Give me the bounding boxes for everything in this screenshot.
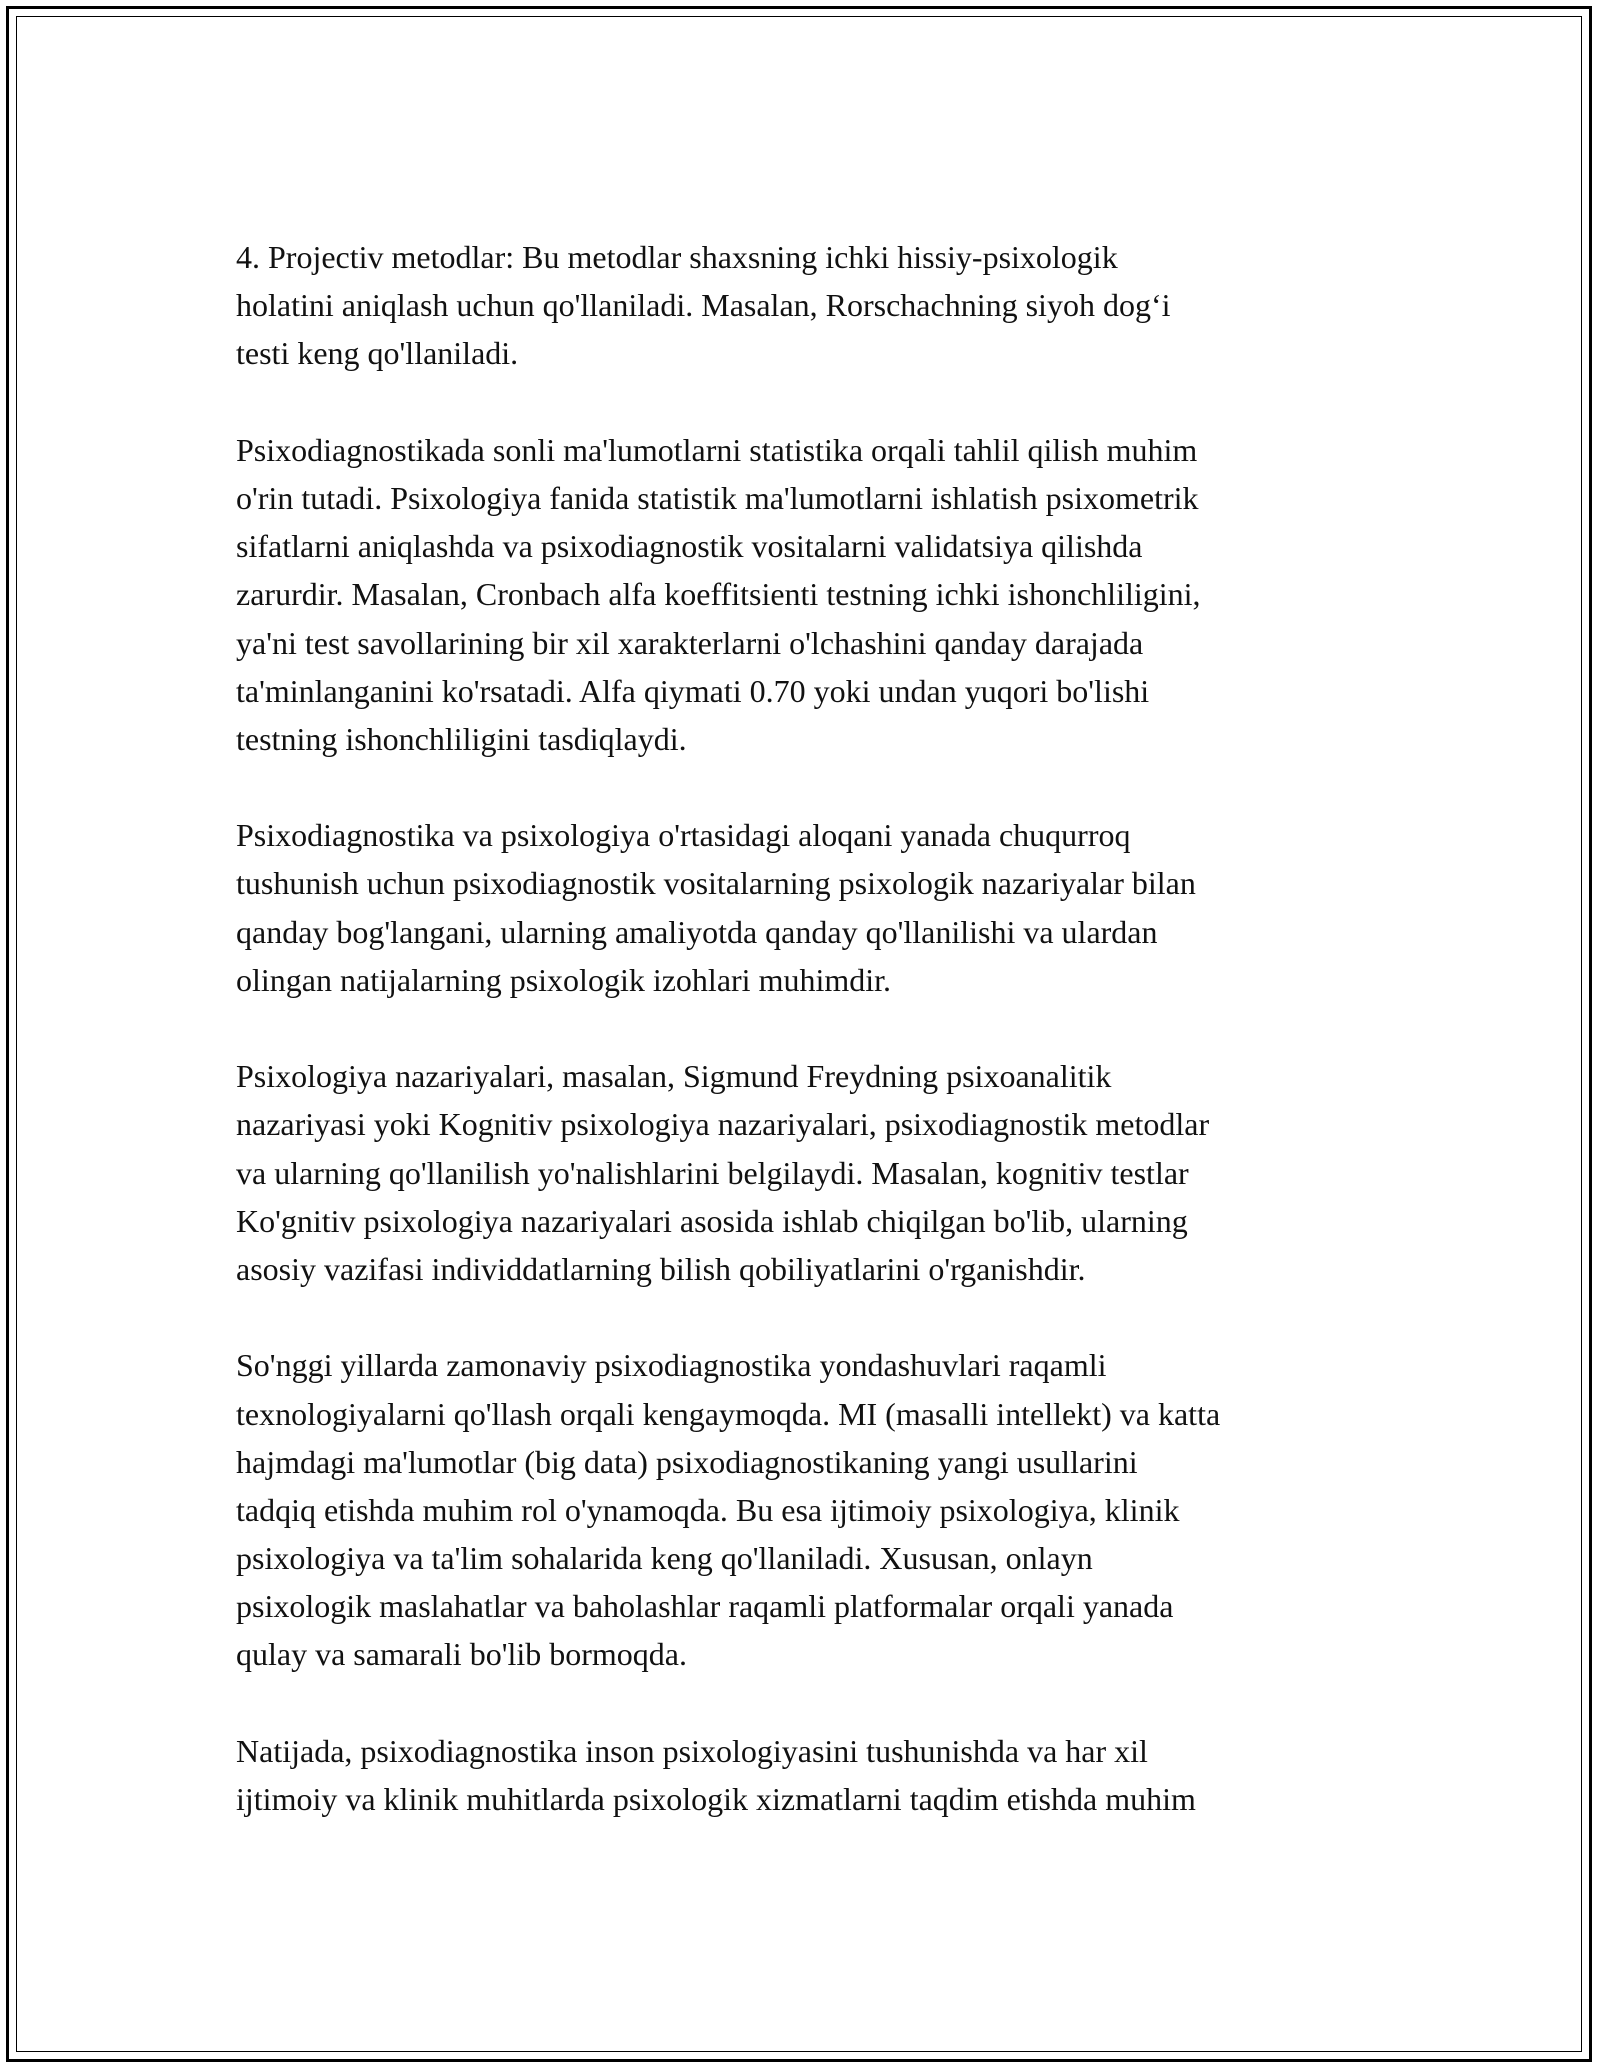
text-line: olingan natijalarning psixologik izohlari muhimdir.: [236, 961, 892, 998]
paragraph-digital-approaches: [236, 1341, 1376, 1678]
text-line: zarurdir. Masalan, Cronbach alfa koeffitsienti testning ichki ishonchliligini,: [236, 576, 1201, 613]
text-line: Psixologiya nazariyalari, masalan, Sigmund Freydning psixoanalitik: [236, 1058, 1112, 1095]
text-line: 4. Projectiv metodlar: Bu metodlar shaxsning ichki hissiy-psixologik: [236, 239, 1118, 275]
text-line: Ko'gnitiv psixologiya nazariyalari asosida ishlab chiqilgan bo'lib, ularning: [236, 1202, 1188, 1239]
text-line: o'rin tutadi. Psixologiya fanida statistik ma'lumotlarni ishlatish psixometrik: [236, 479, 1199, 516]
text-line: psixologiya va ta'lim sohalarida keng qo'llaniladi. Xususan, onlayn: [236, 1540, 1093, 1577]
text-line: testi keng qo'llaniladi.: [236, 335, 519, 372]
text-line: texnologiyalarni qo'llash orqali kengaymoqda. MI (masalli intellekt) va katta: [236, 1395, 1221, 1432]
paragraph-conclusion: [236, 1727, 1376, 1823]
text-line: Psixodiagnostikada sonli ma'lumotlarni statistika orqali tahlil qilish muhim: [236, 431, 1198, 468]
text-line: testning ishonchliligini tasdiqlaydi.: [236, 720, 687, 757]
text-line: qulay va samarali bo'lib bormoqda.: [236, 1636, 687, 1673]
text-line: psixologik maslahatlar va baholashlar raqamli platformalar orqali yanada: [236, 1588, 1174, 1625]
document-body: [236, 233, 1376, 1871]
text-line: hajmdagi ma'lumotlar (big data) psixodiagnostikaning yangi usullarini: [236, 1443, 1138, 1480]
text-line: Psixodiagnostika va psixologiya o'rtasidagi aloqani yanada chuqurroq: [236, 817, 1131, 854]
text-line: ijtimoiy va klinik muhitlarda psixologik xizmatlarni taqdim etishda muhim: [236, 1781, 1196, 1817]
text-line: holatini aniqlash uchun qo'llaniladi. Masalan, Rorschachning siyoh dog‘i: [236, 287, 1171, 324]
paragraph-statistics: [236, 426, 1376, 763]
text-line: ta'minlanganini ko'rsatadi. Alfa qiymati 0.70 yoki undan yuqori bo'lishi: [236, 672, 1150, 709]
text-line: qanday bog'langani, ularning amaliyotda qanday qo'llanilishi va ulardan: [236, 913, 1158, 950]
text-line: tushunish uchun psixodiagnostik vositalarning psixologik nazariyalar bilan: [236, 865, 1196, 902]
text-line: nazariyasi yoki Kognitiv psixologiya nazariyalari, psixodiagnostik metodlar: [236, 1106, 1210, 1143]
text-line: So'nggi yillarda zamonaviy psixodiagnostika yondashuvlari raqamli: [236, 1347, 1107, 1384]
text-line: asosiy vazifasi individdatlarning bilish qobiliyatlarini o'rganishdir.: [236, 1250, 1086, 1287]
paragraph-projective-methods: [236, 233, 1376, 378]
text-line: va ularning qo'llanilish yo'nalishlarini belgilaydi. Masalan, kognitiv testlar: [236, 1154, 1189, 1191]
paragraph-theories: [236, 1052, 1376, 1293]
text-line: sifatlarni aniqlashda va psixodiagnostik vositalarni validatsiya qilishda: [236, 528, 1143, 565]
text-line: ya'ni test savollarining bir xil xarakterlarni o'lchashini qanday darajada: [236, 624, 1144, 661]
text-line: tadqiq etishda muhim rol o'ynamoqda. Bu esa ijtimoiy psixologiya, klinik: [236, 1491, 1180, 1528]
text-line: Natijada, psixodiagnostika inson psixologiyasini tushunishda va har xil: [236, 1732, 1148, 1769]
paragraph-relationship: [236, 811, 1376, 1004]
